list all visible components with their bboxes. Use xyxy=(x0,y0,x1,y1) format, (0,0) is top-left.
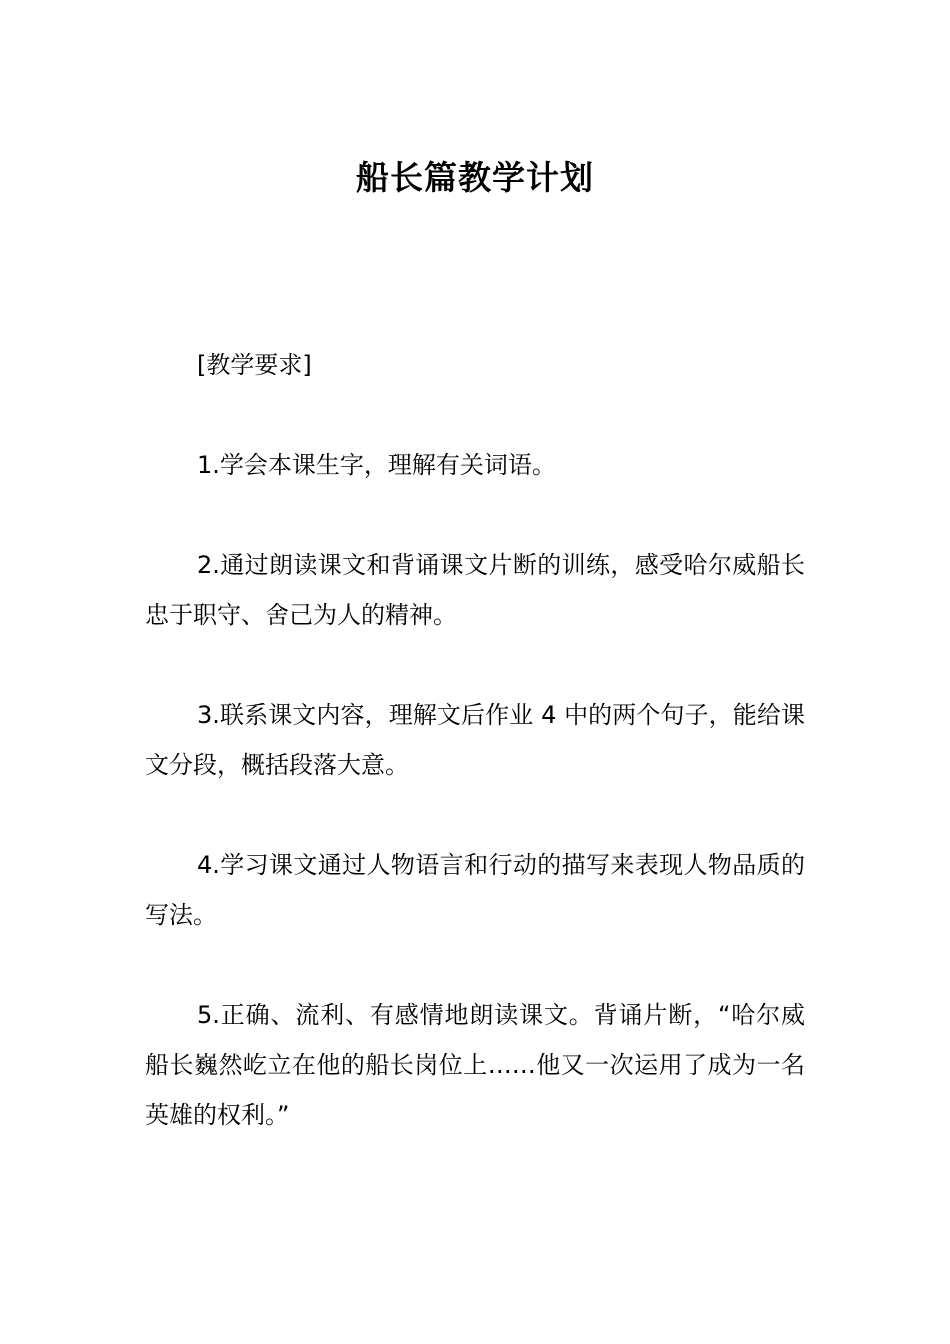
requirement-item-4: 4.学习课文通过人物语言和行动的描写来表现人物品质的写法。 xyxy=(145,851,805,929)
section-heading: [教学要求] xyxy=(197,351,312,379)
document-body xyxy=(145,340,805,1140)
requirement-item-5: 5.正确、流利、有感情地朗读课文。背诵片断，“哈尔威船长巍然屹立在他的船长岗位上……他又一次运用了成为一名英雄的权利。” xyxy=(145,1001,805,1129)
document-title: 船长篇教学计划 xyxy=(356,158,594,197)
requirement-item-2: 2.通过朗读课文和背诵课文片断的训练，感受哈尔威船长忠于职守、舍己为人的精神。 xyxy=(145,551,805,629)
requirement-item-1: 1.学会本课生字，理解有关词语。 xyxy=(197,451,556,479)
requirement-item-3: 3.联系课文内容，理解文后作业 4 中的两个句子，能给课文分段，概括段落大意。 xyxy=(145,701,805,779)
